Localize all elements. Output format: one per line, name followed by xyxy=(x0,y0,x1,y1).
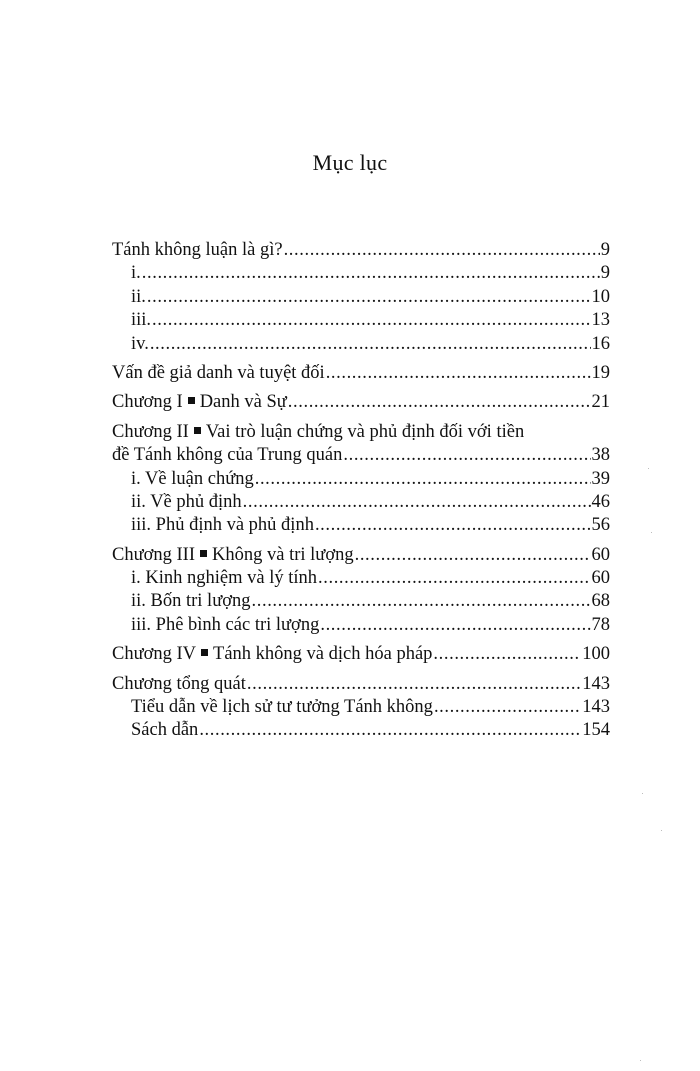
toc-page-number: 19 xyxy=(591,362,610,383)
toc-entry-label: i. Kinh nghiệm và lý tính xyxy=(131,568,318,589)
toc-page-number: 10 xyxy=(591,286,610,307)
page-title: Mục lục xyxy=(312,150,388,175)
toc-page-number: 56 xyxy=(591,515,610,536)
dot-leader xyxy=(288,391,591,414)
toc-entry-label: Chương tổng quát xyxy=(112,673,246,694)
toc-entry-label: iii. Phủ định và phủ định xyxy=(131,515,314,536)
toc-entry-chapter-2-line2 xyxy=(112,444,610,467)
toc-page-number: 60 xyxy=(591,568,610,589)
toc-page-number: 39 xyxy=(591,468,610,489)
toc-entry-van-de xyxy=(112,362,610,385)
chapter-number: Chương I xyxy=(112,392,183,413)
dot-leader xyxy=(243,491,591,514)
dot-leader xyxy=(152,309,590,332)
toc-entry-label: Sách dẫn xyxy=(131,720,199,741)
dot-leader xyxy=(318,567,590,590)
chapter-number: Chương II xyxy=(112,421,189,442)
toc-entry-label: iii. Phê bình các tri lượng xyxy=(131,614,320,635)
toc-subentry xyxy=(112,514,610,537)
toc-entry-label: ii. Về phủ định xyxy=(131,491,242,512)
scan-speck xyxy=(640,1060,641,1061)
dot-leader xyxy=(433,643,581,666)
toc-page-number: 100 xyxy=(582,644,610,665)
toc-page-number: 13 xyxy=(591,310,610,331)
toc-entry-label: Tánh không luận là gì? xyxy=(112,240,283,260)
square-bullet-icon xyxy=(201,649,208,656)
toc-subentry xyxy=(112,696,610,719)
chapter-title: Tánh không và dịch hóa pháp xyxy=(213,644,433,665)
dot-leader xyxy=(343,444,590,467)
toc-page-number: 46 xyxy=(591,491,610,512)
scan-speck xyxy=(648,468,649,469)
toc-entry-label: iv. xyxy=(131,333,149,354)
square-bullet-icon xyxy=(200,550,207,557)
toc-subentry xyxy=(112,491,610,514)
toc-entry-intro xyxy=(112,239,610,262)
toc-entry-label: ii. xyxy=(131,286,146,307)
toc-page-number: 9 xyxy=(600,263,610,284)
chapter-number: Chương III xyxy=(112,544,196,565)
chapter-number: Chương IV xyxy=(112,644,197,665)
dot-leader xyxy=(355,544,591,567)
chapter-title-continued: đề Tánh không của Trung quán xyxy=(112,445,343,466)
dot-leader xyxy=(147,286,591,309)
toc-subentry xyxy=(112,468,610,491)
square-bullet-icon xyxy=(188,397,195,404)
toc-page-number: 68 xyxy=(591,591,610,612)
toc-entry-chapter-1 xyxy=(112,391,610,414)
dot-leader xyxy=(434,696,581,719)
toc-entry-label: i. xyxy=(131,263,141,284)
toc-subentry xyxy=(112,286,610,309)
toc-entry-label: i. Về luận chứng xyxy=(131,468,254,489)
toc-subentry xyxy=(112,262,610,285)
toc-page-number: 21 xyxy=(591,392,610,413)
scan-speck xyxy=(651,532,652,533)
chapter-title: Danh và Sự xyxy=(199,392,287,413)
toc-entry-label: Vấn đề giả danh và tuyệt đối xyxy=(112,362,325,383)
toc-subentry xyxy=(112,567,610,590)
toc-entry-general xyxy=(112,673,610,696)
toc-page-number: 143 xyxy=(582,697,610,718)
chapter-title: Vai trò luận chứng và phủ định đối với tiền xyxy=(205,421,525,442)
scan-speck xyxy=(642,793,643,794)
scan-speck xyxy=(661,830,662,831)
toc-page-number: 143 xyxy=(582,673,610,694)
toc-subentry xyxy=(112,333,610,356)
dot-leader xyxy=(326,362,591,385)
dot-leader xyxy=(320,614,590,637)
dot-leader xyxy=(142,262,600,285)
toc-page-number: 38 xyxy=(591,445,610,466)
toc-subentry xyxy=(112,309,610,332)
toc-page-number: 16 xyxy=(591,333,610,354)
toc-page-number: 154 xyxy=(582,720,610,741)
chapter-title: Không và tri lượng xyxy=(212,544,354,565)
dot-leader xyxy=(255,468,591,491)
toc-entry-chapter-4 xyxy=(112,643,610,666)
dot-leader xyxy=(252,590,591,613)
table-of-contents xyxy=(112,239,610,743)
toc-page-number: 78 xyxy=(591,614,610,635)
toc-entry-chapter-2-line1 xyxy=(112,421,610,444)
toc-entry-label: Tiểu dẫn về lịch sử tư tưởng Tánh không xyxy=(131,697,433,718)
dot-leader xyxy=(150,333,591,356)
square-bullet-icon xyxy=(194,427,201,434)
toc-entry-chapter-3 xyxy=(112,544,610,567)
toc-entry-label: ii. Bốn tri lượng xyxy=(131,591,251,612)
toc-subentry xyxy=(112,590,610,613)
toc-entry-label: iii. xyxy=(131,310,152,331)
toc-page-number: 60 xyxy=(591,544,610,565)
dot-leader xyxy=(284,239,600,262)
dot-leader xyxy=(199,719,581,742)
toc-subentry xyxy=(112,614,610,637)
dot-leader xyxy=(247,673,581,696)
toc-subentry xyxy=(112,719,610,742)
dot-leader xyxy=(315,514,591,537)
toc-page-number: 9 xyxy=(600,240,610,260)
